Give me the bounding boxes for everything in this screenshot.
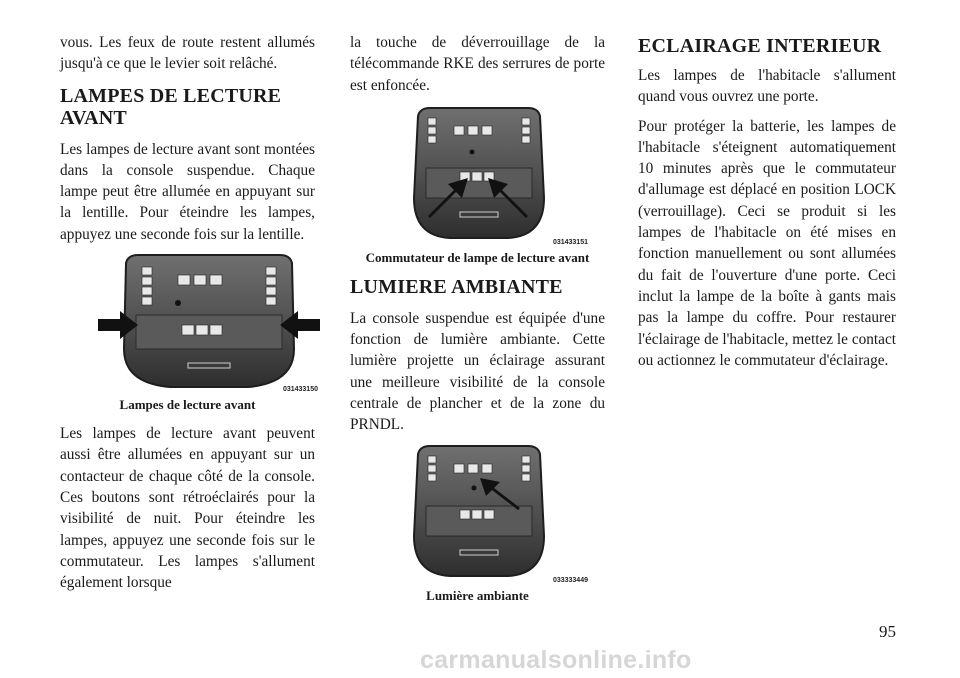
- page-number: 95: [879, 622, 896, 641]
- paragraph: Les lampes de l'habitacle s'allument quand vous ouvrez une porte.: [638, 67, 896, 106]
- overhead-console-switch-illustration: [368, 106, 590, 248]
- figure-caption: Commutateur de lampe de lecture avant: [365, 249, 590, 265]
- watermark: carmanualsonline.info: [420, 646, 692, 674]
- column-right: [638, 32, 896, 379]
- heading-ambient-light: LUMIERE AMBIANTE: [350, 275, 563, 298]
- figure-code: 031433150: [282, 386, 318, 394]
- paragraph: Les lampes de lecture avant peuvent aussi être allumées en appuyant sur un contacteur de chaque côté de la console. Ces boutons sont rétroéclairés pour la visibilité de nuit. Pour éteindre les lampes, appuyez une seconde fois sur le commutateur. Les lampes s'allument également lorsque: [60, 425, 315, 592]
- figure-code: 031433151: [552, 238, 588, 246]
- column-left: [60, 32, 318, 601]
- paragraph: Les lampes de lecture avant sont montées dans la console suspendue. Chaque lampe peut être allumée en appuyant sur la lentille. Pour éteindre les lampes, appuyez une seconde fois sur la lentille.: [60, 140, 315, 243]
- figure-overhead-console-side-arrows: [98, 253, 320, 395]
- overhead-console-ambient-illustration: [368, 444, 590, 586]
- paragraph: Pour protéger la batterie, les lampes de l'habitacle s'éteignent automatiquement 10 minutes après que le commutateur d'allumage est déplacé en position LOCK (verrouillage). Ceci se produit si les lampes de l'habitacle on été mises en fonction manuellement ou sont allumées du fait de l'ouverture d'une porte. Ceci inclut la lampe de la boîte à gants mais pas la lampe du coffre. Pour restaurer l'éclairage de l'habitacle, mettez le contact ou actionnez le commutateur d'éclairage.: [638, 117, 896, 369]
- figure-reading-lamp-switch: [368, 106, 590, 248]
- heading-front-reading-lamps: LAMPES DE LECTURE AVANT: [60, 84, 282, 129]
- paragraph: La console suspendue est équipée d'une fonction de lumière ambiante. Cette lumière projette un éclairage assurant une meilleure visibilité de la console centrale de plancher et de la zone du PRNDL.: [350, 309, 605, 434]
- heading-interior-lighting: ECLAIRAGE INTERIEUR: [638, 35, 882, 57]
- figure-caption: Lumière ambiante: [426, 587, 529, 603]
- figure-code: 033333449: [552, 576, 588, 584]
- paragraph-intro: la touche de déverrouillage de la télécommande RKE des serrures de porte est enfoncée.: [350, 34, 605, 94]
- figure-caption: Lampes de lecture avant: [119, 397, 256, 413]
- overhead-console-illustration: [98, 253, 320, 395]
- column-middle: [350, 32, 605, 614]
- paragraph-intro: vous. Les feux de route restent allumés jusqu'à ce que le levier soit relâché.: [60, 34, 315, 73]
- figure-ambient-light: [368, 444, 590, 586]
